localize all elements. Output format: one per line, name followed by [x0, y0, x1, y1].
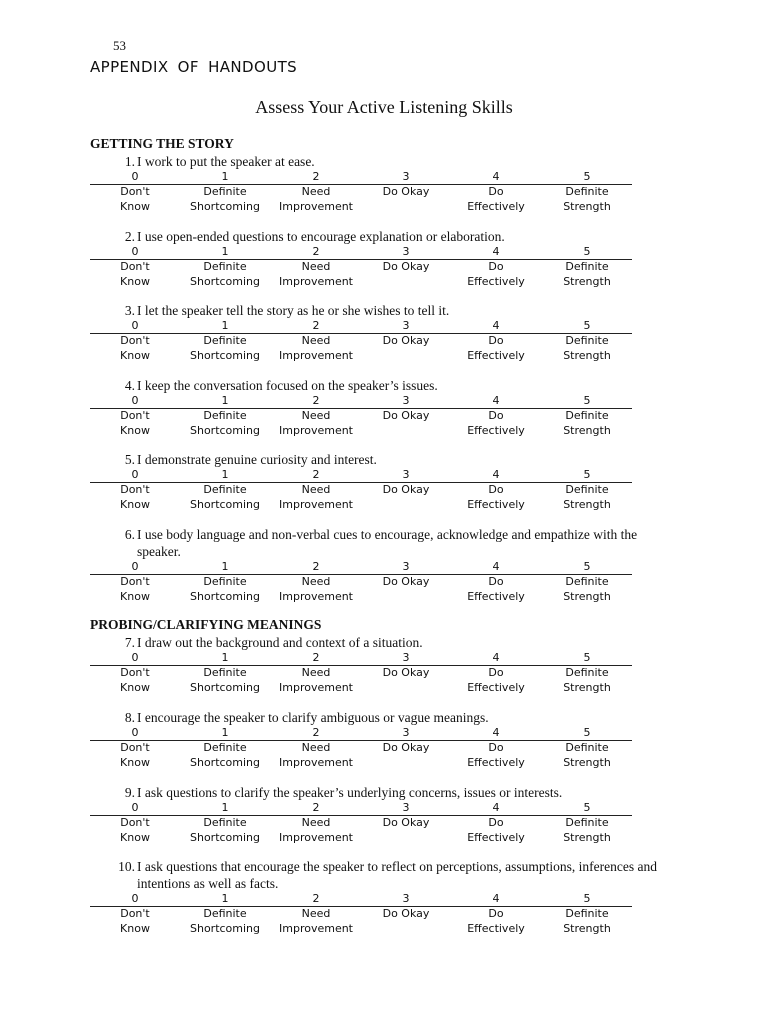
rating-label-line: Definite — [565, 575, 609, 588]
question-item — [90, 858, 690, 937]
rating-label — [90, 334, 180, 363]
rating-label — [90, 483, 180, 512]
rating-value: 1 — [221, 245, 229, 258]
rating-label-line: Shortcoming — [189, 423, 261, 437]
rating-label-line: Shortcoming — [189, 348, 261, 362]
rating-label-line: Do Okay — [382, 816, 430, 829]
rating-label-line: Shortcoming — [189, 755, 261, 769]
rating-label-line: Do — [488, 483, 504, 496]
rating-label — [180, 666, 270, 695]
rating-label-line: Know — [120, 589, 150, 603]
rating-label — [180, 483, 270, 512]
rating-label-line: Effectively — [467, 274, 525, 288]
rating-label-line: Definite — [203, 741, 247, 754]
rating-label-line: Don't — [120, 409, 150, 422]
rating-label-line: Strength — [563, 423, 611, 437]
rating-label-line: Do Okay — [382, 334, 430, 347]
rating-value: 1 — [221, 726, 229, 739]
rating-scale-labels — [90, 260, 690, 290]
rating-value: 4 — [492, 801, 500, 814]
rating-label-line: Know — [120, 497, 150, 511]
question-item — [90, 377, 690, 439]
rating-value: 1 — [221, 651, 229, 664]
rating-scale-numbers — [90, 892, 690, 906]
rating-label-line: Definite — [565, 185, 609, 198]
rating-value: 2 — [312, 801, 320, 814]
rating-label-line: Do Okay — [382, 741, 430, 754]
rating-value: 2 — [312, 394, 320, 407]
rating-label-line: Strength — [563, 680, 611, 694]
rating-value: 0 — [131, 468, 139, 481]
rating-label — [271, 666, 361, 695]
rating-value: 5 — [583, 170, 591, 183]
rating-label — [542, 483, 632, 512]
rating-value: 5 — [583, 319, 591, 332]
rating-label-line: Know — [120, 921, 150, 935]
rating-value: 1 — [221, 892, 229, 905]
question-item — [90, 784, 690, 846]
rating-value: 2 — [312, 319, 320, 332]
rating-value: 3 — [402, 801, 410, 814]
rating-value: 4 — [492, 394, 500, 407]
question-number: 10. — [118, 859, 135, 874]
rating-label-line: Know — [120, 755, 150, 769]
rating-label-line: Definite — [565, 409, 609, 422]
rating-label — [451, 816, 541, 845]
rating-label-line: Improvement — [279, 423, 353, 437]
rating-label-line: Do — [488, 907, 504, 920]
rating-label — [271, 816, 361, 845]
rating-label — [180, 185, 270, 214]
rating-label-line: Strength — [563, 497, 611, 511]
rating-value: 5 — [583, 245, 591, 258]
rating-value: 3 — [402, 726, 410, 739]
question — [90, 228, 690, 245]
rating-label — [451, 741, 541, 770]
rating-label-line: Do Okay — [382, 409, 430, 422]
question-number: 5. — [124, 452, 135, 467]
rating-value: 0 — [131, 394, 139, 407]
rating-label — [90, 907, 180, 936]
rating-label — [361, 575, 451, 590]
question — [90, 858, 690, 892]
rating-label-line: Definite — [203, 260, 247, 273]
rating-label-line: Do Okay — [382, 666, 430, 679]
rating-label — [542, 666, 632, 695]
rating-label-line: Strength — [563, 589, 611, 603]
rating-value: 3 — [402, 892, 410, 905]
rating-label-line: Don't — [120, 666, 150, 679]
question-item — [90, 526, 690, 605]
rating-label — [90, 575, 180, 604]
rating-label-line: Know — [120, 423, 150, 437]
rating-value: 4 — [492, 651, 500, 664]
rating-label — [271, 741, 361, 770]
rating-label — [542, 185, 632, 214]
rating-value: 1 — [221, 319, 229, 332]
rating-label — [271, 483, 361, 512]
rating-value: 5 — [583, 892, 591, 905]
rating-label-line: Need — [301, 575, 331, 588]
rating-value: 5 — [583, 394, 591, 407]
rating-value: 0 — [131, 892, 139, 905]
rating-scale-numbers — [90, 801, 690, 815]
rating-value: 0 — [131, 319, 139, 332]
rating-label-line: Definite — [203, 907, 247, 920]
question-item — [90, 451, 690, 513]
rating-label-line: Definite — [203, 409, 247, 422]
rating-label — [361, 334, 451, 349]
rating-label-line: Strength — [563, 274, 611, 288]
rating-label-line: Improvement — [279, 589, 353, 603]
rating-scale-numbers — [90, 560, 690, 574]
question — [90, 377, 690, 394]
rating-label-line: Need — [301, 816, 331, 829]
rating-label-line: Don't — [120, 260, 150, 273]
rating-scale-labels — [90, 575, 690, 605]
rating-label-line: Do Okay — [382, 185, 430, 198]
rating-label — [271, 907, 361, 936]
rating-value: 5 — [583, 801, 591, 814]
rating-value: 4 — [492, 170, 500, 183]
rating-label-line: Shortcoming — [189, 680, 261, 694]
rating-label-line: Effectively — [467, 921, 525, 935]
question-item — [90, 302, 690, 364]
rating-label-line: Strength — [563, 199, 611, 213]
question — [90, 526, 690, 560]
rating-label — [180, 409, 270, 438]
rating-label-line: Improvement — [279, 274, 353, 288]
rating-label — [180, 816, 270, 845]
rating-label-line: Effectively — [467, 680, 525, 694]
question-text: I use open-ended questions to encourage explanation or elaboration. — [137, 229, 505, 244]
rating-label-line: Do — [488, 260, 504, 273]
rating-label — [451, 483, 541, 512]
rating-value: 5 — [583, 651, 591, 664]
rating-scale-labels — [90, 185, 690, 215]
rating-value: 1 — [221, 468, 229, 481]
rating-label-line: Do — [488, 816, 504, 829]
rating-label-line: Strength — [563, 755, 611, 769]
rating-label — [271, 575, 361, 604]
rating-label-line: Effectively — [467, 497, 525, 511]
rating-label-line: Definite — [565, 334, 609, 347]
rating-label-line: Do — [488, 334, 504, 347]
rating-label-line: Do — [488, 741, 504, 754]
question — [90, 302, 690, 319]
rating-label — [361, 260, 451, 275]
rating-label-line: Don't — [120, 907, 150, 920]
question-item — [90, 153, 690, 215]
rating-label — [90, 409, 180, 438]
question-text: I demonstrate genuine curiosity and interest. — [137, 452, 377, 467]
rating-label-line: Definite — [565, 907, 609, 920]
rating-value: 4 — [492, 245, 500, 258]
rating-label-line: Definite — [565, 260, 609, 273]
rating-label — [271, 334, 361, 363]
rating-value: 2 — [312, 170, 320, 183]
rating-label — [361, 483, 451, 498]
rating-value: 3 — [402, 245, 410, 258]
rating-label-line: Improvement — [279, 199, 353, 213]
rating-label — [361, 816, 451, 831]
rating-label-line: Don't — [120, 483, 150, 496]
rating-label-line: Improvement — [279, 830, 353, 844]
question-number: 6. — [124, 527, 135, 542]
rating-label-line: Don't — [120, 575, 150, 588]
appendix-heading: APPENDIX OF HANDOUTS — [90, 58, 298, 76]
rating-value: 1 — [221, 170, 229, 183]
rating-label-line: Don't — [120, 816, 150, 829]
rating-scale-labels — [90, 483, 690, 513]
rating-value: 5 — [583, 560, 591, 573]
rating-label-line: Shortcoming — [189, 589, 261, 603]
rating-value: 3 — [402, 560, 410, 573]
question-number: 2. — [124, 229, 135, 244]
rating-label-line: Definite — [565, 816, 609, 829]
rating-label — [180, 907, 270, 936]
question-item — [90, 634, 690, 696]
rating-label — [90, 816, 180, 845]
rating-label-line: Need — [301, 260, 331, 273]
rating-value: 0 — [131, 801, 139, 814]
rating-label-line: Definite — [565, 483, 609, 496]
rating-label — [90, 185, 180, 214]
rating-label-line: Effectively — [467, 423, 525, 437]
rating-label — [451, 185, 541, 214]
rating-label — [542, 907, 632, 936]
rating-value: 3 — [402, 170, 410, 183]
rating-label — [271, 409, 361, 438]
rating-label — [542, 260, 632, 289]
question-text: I work to put the speaker at ease. — [137, 154, 315, 169]
rating-scale-labels — [90, 334, 690, 364]
rating-label-line: Shortcoming — [189, 830, 261, 844]
section-heading-probing-clarifying: PROBING/CLARIFYING MEANINGS — [90, 617, 322, 632]
rating-label — [90, 666, 180, 695]
rating-label — [542, 409, 632, 438]
rating-label-line: Improvement — [279, 497, 353, 511]
rating-scale-labels — [90, 409, 690, 439]
question-text: I use body language and non-verbal cues to encourage, acknowledge and empathize with the speaker. — [137, 527, 638, 559]
question-text: I ask questions to clarify the speaker’s underlying concerns, issues or interests. — [137, 785, 563, 800]
rating-label-line: Definite — [565, 741, 609, 754]
rating-label-line: Do — [488, 185, 504, 198]
rating-label-line: Effectively — [467, 589, 525, 603]
question — [90, 784, 690, 801]
rating-value: 4 — [492, 560, 500, 573]
rating-label — [90, 741, 180, 770]
rating-label-line: Shortcoming — [189, 921, 261, 935]
rating-label-line: Shortcoming — [189, 497, 261, 511]
rating-label — [542, 334, 632, 363]
question-text: I let the speaker tell the story as he or she wishes to tell it. — [137, 303, 450, 318]
rating-value: 3 — [402, 468, 410, 481]
rating-label — [361, 741, 451, 756]
question-item — [90, 709, 690, 771]
rating-value: 0 — [131, 651, 139, 664]
rating-label-line: Definite — [203, 575, 247, 588]
rating-label-line: Don't — [120, 741, 150, 754]
rating-scale-labels — [90, 666, 690, 696]
question-number: 9. — [124, 785, 135, 800]
rating-label-line: Shortcoming — [189, 274, 261, 288]
rating-label-line: Improvement — [279, 921, 353, 935]
rating-value: 4 — [492, 892, 500, 905]
rating-value: 1 — [221, 560, 229, 573]
rating-value: 4 — [492, 726, 500, 739]
rating-label-line: Do Okay — [382, 907, 430, 920]
rating-label-line: Definite — [203, 334, 247, 347]
rating-value: 2 — [312, 892, 320, 905]
question — [90, 709, 690, 726]
question-item — [90, 228, 690, 290]
question-number: 3. — [124, 303, 135, 318]
rating-label — [451, 409, 541, 438]
document-title: Assess Your Active Listening Skills — [255, 97, 513, 117]
rating-label — [451, 334, 541, 363]
rating-label — [361, 907, 451, 922]
rating-label-line: Improvement — [279, 680, 353, 694]
rating-label-line: Effectively — [467, 348, 525, 362]
rating-value: 0 — [131, 560, 139, 573]
rating-label-line: Know — [120, 199, 150, 213]
rating-label — [361, 666, 451, 681]
rating-label-line: Know — [120, 348, 150, 362]
rating-value: 2 — [312, 468, 320, 481]
rating-label-line: Strength — [563, 830, 611, 844]
question-text: I draw out the background and context of a situation. — [137, 635, 423, 650]
rating-label — [180, 575, 270, 604]
rating-value: 2 — [312, 245, 320, 258]
rating-label — [180, 741, 270, 770]
rating-label — [451, 907, 541, 936]
question-text: I encourage the speaker to clarify ambiguous or vague meanings. — [137, 710, 489, 725]
rating-value: 3 — [402, 651, 410, 664]
section-heading-getting-the-story: GETTING THE STORY — [90, 136, 234, 151]
rating-label-line: Definite — [203, 483, 247, 496]
rating-scale-numbers — [90, 394, 690, 408]
rating-label-line: Know — [120, 680, 150, 694]
rating-value: 1 — [221, 394, 229, 407]
rating-label-line: Effectively — [467, 199, 525, 213]
rating-label — [361, 409, 451, 424]
rating-scale-numbers — [90, 468, 690, 482]
rating-value: 5 — [583, 726, 591, 739]
rating-value: 0 — [131, 170, 139, 183]
rating-value: 2 — [312, 560, 320, 573]
rating-label-line: Do — [488, 409, 504, 422]
rating-label-line: Strength — [563, 921, 611, 935]
rating-value: 0 — [131, 245, 139, 258]
rating-label-line: Know — [120, 830, 150, 844]
question-number: 7. — [124, 635, 135, 650]
rating-label-line: Definite — [203, 816, 247, 829]
rating-label-line: Need — [301, 409, 331, 422]
rating-value: 4 — [492, 319, 500, 332]
rating-scale-numbers — [90, 319, 690, 333]
rating-label-line: Do — [488, 666, 504, 679]
rating-label-line: Need — [301, 334, 331, 347]
question-number: 4. — [124, 378, 135, 393]
rating-label-line: Improvement — [279, 755, 353, 769]
rating-label-line: Shortcoming — [189, 199, 261, 213]
rating-label-line: Do Okay — [382, 575, 430, 588]
rating-label-line: Need — [301, 483, 331, 496]
rating-scale-labels — [90, 816, 690, 846]
rating-label — [542, 575, 632, 604]
rating-label — [451, 260, 541, 289]
rating-label-line: Do Okay — [382, 260, 430, 273]
rating-scale-numbers — [90, 651, 690, 665]
rating-scale-labels — [90, 741, 690, 771]
rating-label-line: Definite — [565, 666, 609, 679]
question — [90, 634, 690, 651]
question-text: I keep the conversation focused on the speaker’s issues. — [137, 378, 438, 393]
rating-label-line: Need — [301, 907, 331, 920]
rating-value: 2 — [312, 726, 320, 739]
page-number: 53 — [113, 38, 126, 53]
rating-value: 0 — [131, 726, 139, 739]
rating-value: 5 — [583, 468, 591, 481]
rating-label — [180, 260, 270, 289]
rating-label — [90, 260, 180, 289]
rating-label-line: Need — [301, 666, 331, 679]
rating-label — [542, 816, 632, 845]
rating-label-line: Do Okay — [382, 483, 430, 496]
rating-scale-numbers — [90, 245, 690, 259]
question — [90, 153, 690, 170]
rating-label-line: Need — [301, 185, 331, 198]
rating-label — [451, 666, 541, 695]
question — [90, 451, 690, 468]
rating-label — [271, 260, 361, 289]
rating-label-line: Definite — [203, 185, 247, 198]
rating-value: 3 — [402, 394, 410, 407]
rating-label — [180, 334, 270, 363]
rating-value: 4 — [492, 468, 500, 481]
rating-scale-numbers — [90, 170, 690, 184]
rating-label-line: Effectively — [467, 830, 525, 844]
rating-label-line: Improvement — [279, 348, 353, 362]
rating-label — [451, 575, 541, 604]
rating-scale-numbers — [90, 726, 690, 740]
rating-value: 2 — [312, 651, 320, 664]
rating-label — [361, 185, 451, 200]
rating-value: 3 — [402, 319, 410, 332]
rating-label-line: Do — [488, 575, 504, 588]
rating-label — [542, 741, 632, 770]
rating-label-line: Don't — [120, 185, 150, 198]
rating-label — [271, 185, 361, 214]
rating-label-line: Strength — [563, 348, 611, 362]
rating-value: 1 — [221, 801, 229, 814]
rating-label-line: Need — [301, 741, 331, 754]
question-text: I ask questions that encourage the speaker to reflect on perceptions, assumptions, inferences and intentions as well as facts. — [137, 859, 657, 891]
rating-label-line: Don't — [120, 334, 150, 347]
rating-label-line: Definite — [203, 666, 247, 679]
question-number: 1. — [124, 154, 135, 169]
rating-label-line: Effectively — [467, 755, 525, 769]
rating-label-line: Know — [120, 274, 150, 288]
rating-scale-labels — [90, 907, 690, 937]
question-number: 8. — [124, 710, 135, 725]
